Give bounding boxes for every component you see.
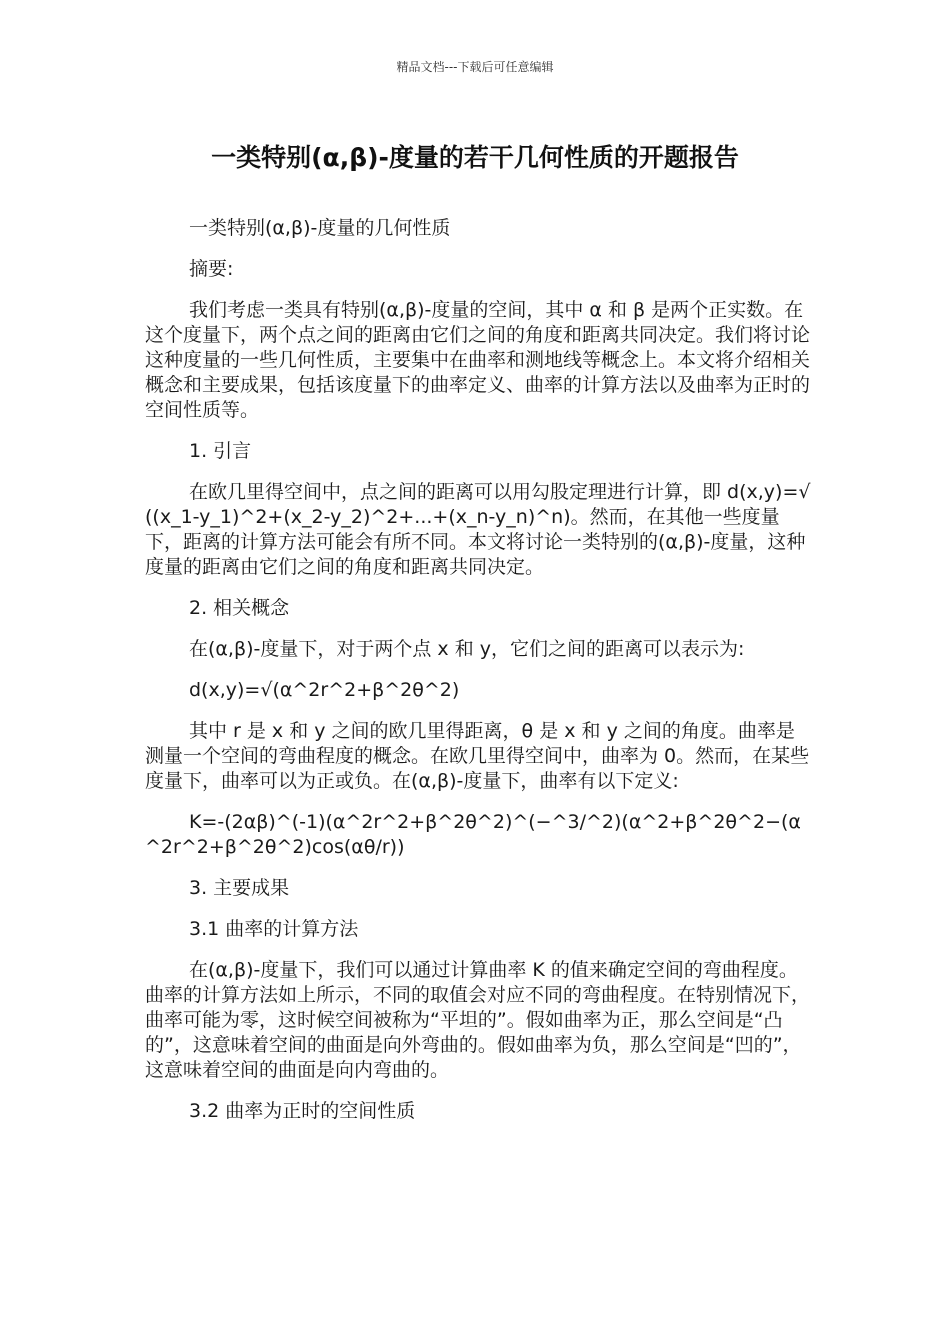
abstract-paragraph: 我们考虑一类具有特别(α,β)-度量的空间，其中 α 和 β 是两个正实数。在这个度量下，两个点之间的距离由它们之间的角度和距离共同决定。我们将讨论这种度量的一些几何性质，主要集中在曲率和测地线等概念上。本文将介绍相关概念和主要成果，包括该度量下的曲率定义、曲率的计算方法以及曲率为正时的空间性质等。 (145, 299, 811, 421)
document-title: 一类特别(α,β)-度量的若干几何性质的开题报告 (211, 143, 739, 172)
header-note: 精品文档---下载后可任意编辑 (396, 60, 554, 74)
concepts-paragraph: 在(α,β)-度量下，对于两个点 x 和 y，它们之间的距离可以表示为: (189, 638, 745, 660)
subtitle-paragraph: 一类特别(α,β)-度量的几何性质 (189, 217, 451, 239)
computation-paragraph: 在(α,β)-度量下，我们可以通过计算曲率 K 的值来确定空间的弯曲程度。曲率的计算方法如上所示，不同的取值会对应不同的弯曲程度。在特别情况下，曲率可能为零，这时候空间被称为“平坦的”。假如曲率为正，那么空间是“凸的”，这意味着空间的曲面是向外弯曲的。假如曲率为负，那么空间是“凹的”，这意味着空间的曲面是向内弯曲的。 (145, 959, 811, 1081)
introduction-paragraph: 在欧几里得空间中，点之间的距离可以用勾股定理进行计算，即 d(x,y)=√((x_1-y_1)^2+(x_2-y_2)^2+...+(x_n-y_n)^n)。然而，在其他一些度量下，距离的计算方法可能会有所不同。本文将讨论一类特别的(α,β)-度量，这种度量的距离由它们之间的角度和距离共同决定。 (145, 481, 811, 578)
curvature-formula: K=-(2αβ)^(-1)(α^2r^2+β^2θ^2)^(−^3/^2)(α^2+β^2θ^2−(α^2r^2+β^2θ^2)cos(αθ/r)) (145, 811, 801, 858)
subsection-heading-positive-curvature: 3.2 曲率为正时的空间性质 (189, 1100, 416, 1122)
curvature-concept-paragraph: 其中 r 是 x 和 y 之间的欧几里得距离，θ 是 x 和 y 之间的角度。曲率是测量一个空间的弯曲程度的概念。在欧几里得空间中，曲率为 0。然而，在某些度量下，曲率可以为正或负。在(α,β)-度量下，曲率有以下定义: (145, 720, 810, 792)
abstract-label: 摘要: (189, 258, 234, 280)
section-heading-introduction: 1. 引言 (189, 440, 252, 462)
distance-formula: d(x,y)=√(α^2r^2+β^2θ^2) (189, 679, 460, 701)
subsection-heading-computation: 3.1 曲率的计算方法 (189, 918, 359, 940)
section-heading-concepts: 2. 相关概念 (189, 597, 290, 619)
document-body (145, 216, 813, 1140)
section-heading-results: 3. 主要成果 (189, 877, 290, 899)
